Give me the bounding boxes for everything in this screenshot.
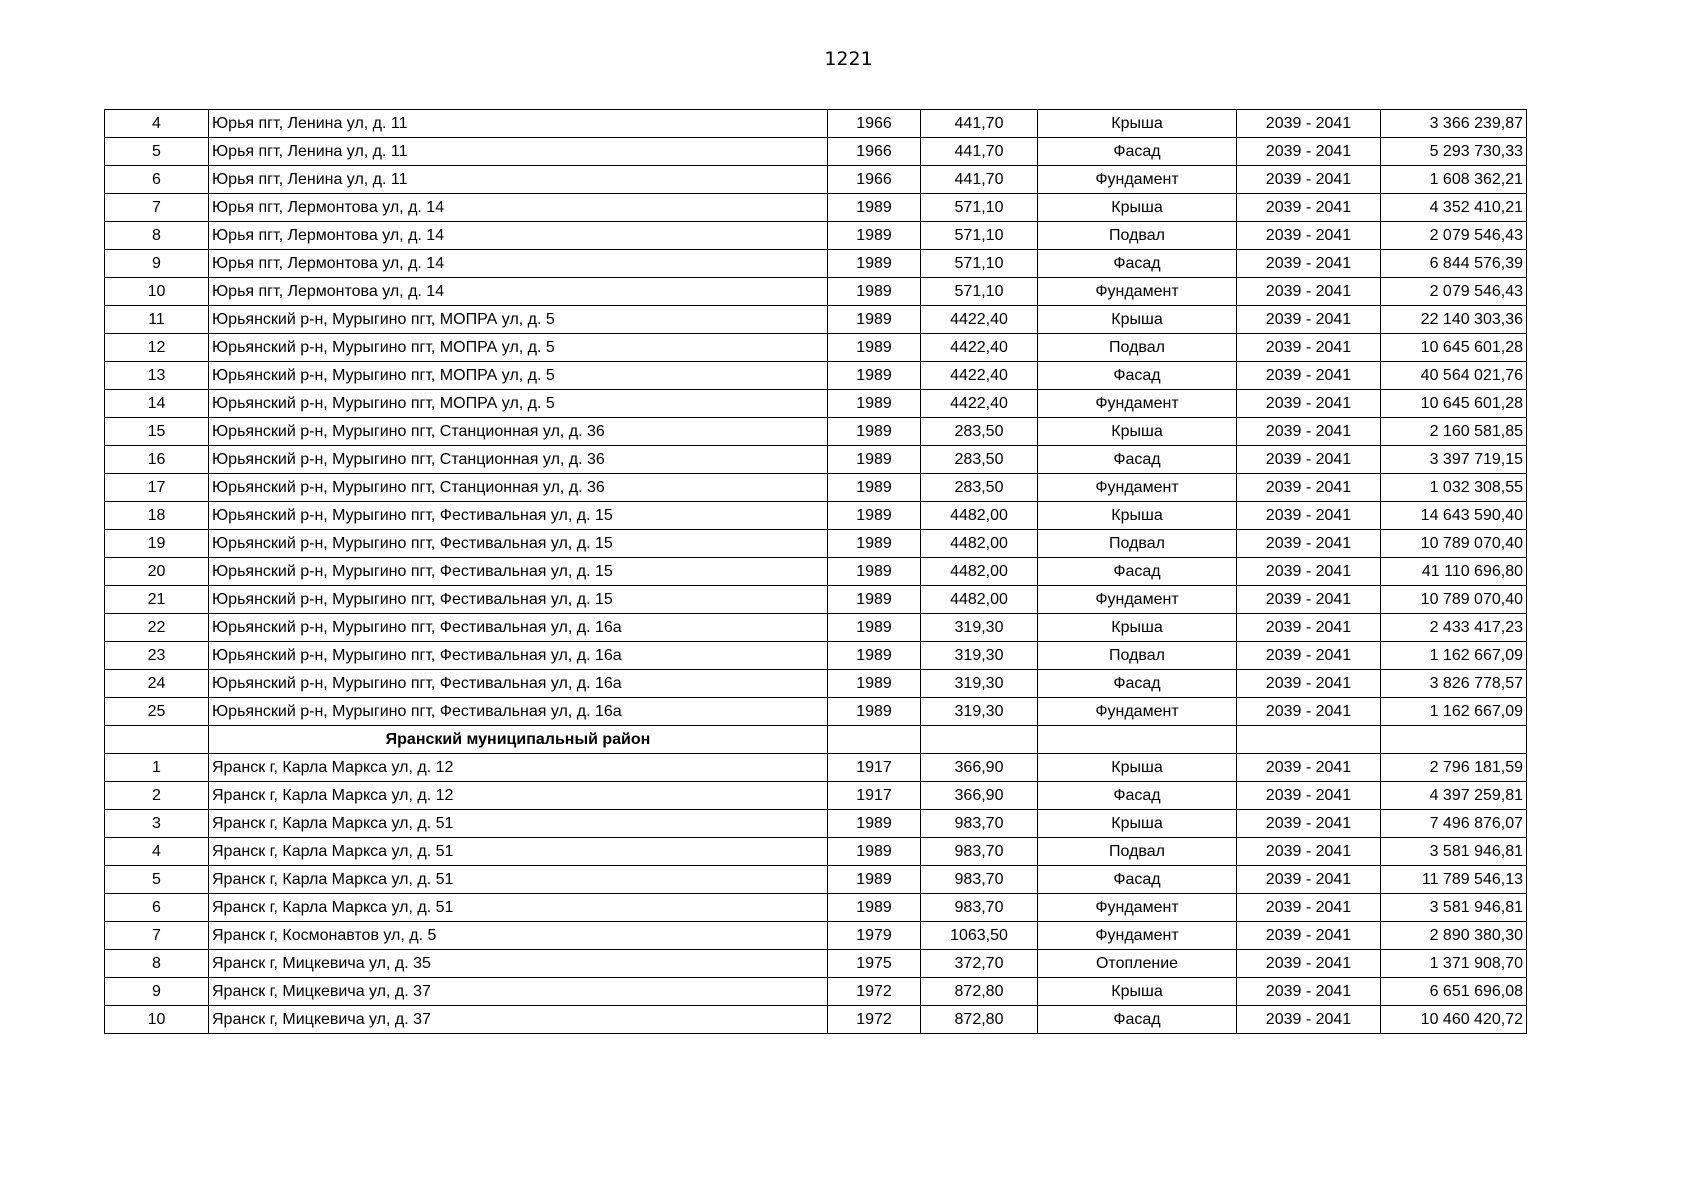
address-cell: Юрьянский р-н, Мурыгино пгт, МОПРА ул, д. 5 [209,390,828,418]
cost-cell: 2 079 546,43 [1381,222,1527,250]
period-cell [1237,726,1381,754]
row-number: 7 [105,922,209,950]
area-cell: 4422,40 [921,334,1038,362]
row-number: 4 [105,838,209,866]
area-cell: 571,10 [921,194,1038,222]
table-row [105,278,1527,306]
cost-cell: 2 890 380,30 [1381,922,1527,950]
year-cell: 1917 [828,782,921,810]
row-number: 9 [105,250,209,278]
cost-cell [1381,726,1527,754]
address-cell: Юрьянский р-н, Мурыгино пгт, Фестивальная ул, д. 15 [209,502,828,530]
cost-cell: 10 460 420,72 [1381,1006,1527,1034]
address-cell: Юрья пгт, Ленина ул, д. 11 [209,138,828,166]
address-cell: Юрьянский р-н, Мурыгино пгт, Фестивальная ул, д. 16а [209,614,828,642]
table-row [105,166,1527,194]
period-cell: 2039 - 2041 [1237,334,1381,362]
cost-cell: 41 110 696,80 [1381,558,1527,586]
row-number: 14 [105,390,209,418]
address-cell: Юрья пгт, Лермонтова ул, д. 14 [209,194,828,222]
address-cell: Яранск г, Карла Маркса ул, д. 51 [209,894,828,922]
year-cell: 1989 [828,250,921,278]
work-type-cell: Подвал [1038,334,1237,362]
year-cell: 1989 [828,418,921,446]
table-row [105,782,1527,810]
table-row [105,250,1527,278]
table-row [105,446,1527,474]
address-cell: Юрья пгт, Лермонтова ул, д. 14 [209,278,828,306]
address-cell: Юрьянский р-н, Мурыгино пгт, МОПРА ул, д. 5 [209,306,828,334]
year-cell: 1989 [828,502,921,530]
row-number: 5 [105,138,209,166]
work-type-cell: Фундамент [1038,586,1237,614]
address-cell: Юрья пгт, Ленина ул, д. 11 [209,166,828,194]
row-number: 20 [105,558,209,586]
year-cell: 1989 [828,194,921,222]
row-number: 19 [105,530,209,558]
year-cell: 1989 [828,866,921,894]
cost-cell: 1 162 667,09 [1381,642,1527,670]
address-cell: Юрьянский р-н, Мурыгино пгт, МОПРА ул, д. 5 [209,362,828,390]
period-cell: 2039 - 2041 [1237,670,1381,698]
cost-cell: 1 371 908,70 [1381,950,1527,978]
area-cell: 283,50 [921,418,1038,446]
work-type-cell: Крыша [1038,110,1237,138]
work-type-cell: Фасад [1038,250,1237,278]
cost-cell: 3 581 946,81 [1381,838,1527,866]
row-number: 13 [105,362,209,390]
row-number: 8 [105,950,209,978]
period-cell: 2039 - 2041 [1237,110,1381,138]
area-cell: 441,70 [921,110,1038,138]
row-number: 3 [105,810,209,838]
area-cell: 319,30 [921,670,1038,698]
table-row [105,894,1527,922]
area-cell [921,726,1038,754]
year-cell: 1966 [828,166,921,194]
row-number: 10 [105,1006,209,1034]
period-cell: 2039 - 2041 [1237,558,1381,586]
period-cell: 2039 - 2041 [1237,782,1381,810]
work-type-cell: Крыша [1038,754,1237,782]
cost-cell: 10 789 070,40 [1381,586,1527,614]
period-cell: 2039 - 2041 [1237,278,1381,306]
cost-cell: 10 789 070,40 [1381,530,1527,558]
period-cell: 2039 - 2041 [1237,502,1381,530]
area-cell: 283,50 [921,474,1038,502]
table-row [105,978,1527,1006]
year-cell: 1989 [828,642,921,670]
period-cell: 2039 - 2041 [1237,446,1381,474]
cost-cell: 1 032 308,55 [1381,474,1527,502]
row-number: 12 [105,334,209,362]
year-cell: 1966 [828,110,921,138]
area-cell: 571,10 [921,278,1038,306]
work-type-cell: Подвал [1038,222,1237,250]
work-type-cell: Подвал [1038,642,1237,670]
table-row [105,362,1527,390]
row-number: 16 [105,446,209,474]
cost-cell: 14 643 590,40 [1381,502,1527,530]
row-number: 2 [105,782,209,810]
address-cell: Яранск г, Карла Маркса ул, д. 51 [209,866,828,894]
year-cell: 1989 [828,614,921,642]
area-cell: 872,80 [921,978,1038,1006]
cost-cell: 2 796 181,59 [1381,754,1527,782]
year-cell: 1972 [828,978,921,1006]
table-row [105,642,1527,670]
area-cell: 4482,00 [921,502,1038,530]
period-cell: 2039 - 2041 [1237,530,1381,558]
work-type-cell: Фасад [1038,1006,1237,1034]
period-cell: 2039 - 2041 [1237,922,1381,950]
work-type-cell: Фасад [1038,362,1237,390]
table-row [105,810,1527,838]
table-row [105,838,1527,866]
cost-cell: 11 789 546,13 [1381,866,1527,894]
table-body [105,110,1527,1034]
work-type-cell: Фундамент [1038,922,1237,950]
year-cell: 1989 [828,334,921,362]
period-cell: 2039 - 2041 [1237,978,1381,1006]
row-number: 15 [105,418,209,446]
work-type-cell: Крыша [1038,418,1237,446]
area-cell: 319,30 [921,614,1038,642]
table-row [105,922,1527,950]
address-cell: Юрья пгт, Лермонтова ул, д. 14 [209,250,828,278]
address-cell: Юрьянский р-н, Мурыгино пгт, Станционная ул, д. 36 [209,474,828,502]
work-type-cell: Фасад [1038,866,1237,894]
year-cell: 1989 [828,838,921,866]
address-cell: Юрьянский р-н, Мурыгино пгт, Станционная ул, д. 36 [209,418,828,446]
cost-cell: 1 608 362,21 [1381,166,1527,194]
section-header-row [105,726,1527,754]
area-cell: 983,70 [921,838,1038,866]
cost-cell: 4 397 259,81 [1381,782,1527,810]
cost-cell: 10 645 601,28 [1381,390,1527,418]
row-number: 23 [105,642,209,670]
table-row [105,586,1527,614]
year-cell: 1989 [828,558,921,586]
area-cell: 4422,40 [921,306,1038,334]
address-cell: Юрьянский р-н, Мурыгино пгт, Фестивальная ул, д. 16а [209,642,828,670]
year-cell: 1966 [828,138,921,166]
work-type-cell: Фундамент [1038,698,1237,726]
period-cell: 2039 - 2041 [1237,390,1381,418]
year-cell: 1989 [828,446,921,474]
table-row [105,306,1527,334]
cost-cell: 6 651 696,08 [1381,978,1527,1006]
row-number: 6 [105,166,209,194]
address-cell: Юрьянский р-н, Мурыгино пгт, Фестивальная ул, д. 15 [209,558,828,586]
address-cell: Юрьянский р-н, Мурыгино пгт, Фестивальная ул, д. 16а [209,670,828,698]
period-cell: 2039 - 2041 [1237,754,1381,782]
cost-cell: 3 397 719,15 [1381,446,1527,474]
period-cell: 2039 - 2041 [1237,810,1381,838]
period-cell: 2039 - 2041 [1237,306,1381,334]
row-number: 11 [105,306,209,334]
area-cell: 4482,00 [921,586,1038,614]
cost-cell: 4 352 410,21 [1381,194,1527,222]
area-cell: 983,70 [921,810,1038,838]
table-row [105,222,1527,250]
work-type-cell: Фасад [1038,782,1237,810]
year-cell: 1989 [828,474,921,502]
area-cell: 319,30 [921,642,1038,670]
area-cell: 571,10 [921,222,1038,250]
table-row [105,110,1527,138]
table-row [105,530,1527,558]
period-cell: 2039 - 2041 [1237,362,1381,390]
row-number: 8 [105,222,209,250]
row-number [105,726,209,754]
year-cell: 1989 [828,390,921,418]
work-type-cell: Фасад [1038,138,1237,166]
work-type-cell: Крыша [1038,978,1237,1006]
area-cell: 4422,40 [921,362,1038,390]
section-title: Яранский муниципальный район [209,726,828,754]
year-cell: 1989 [828,670,921,698]
year-cell: 1989 [828,278,921,306]
table-row [105,950,1527,978]
area-cell: 571,10 [921,250,1038,278]
row-number: 1 [105,754,209,782]
work-type-cell: Подвал [1038,838,1237,866]
period-cell: 2039 - 2041 [1237,614,1381,642]
work-type-cell: Фундамент [1038,474,1237,502]
page-number: 1221 [824,48,873,70]
year-cell: 1917 [828,754,921,782]
table-row [105,754,1527,782]
address-cell: Яранск г, Космонавтов ул, д. 5 [209,922,828,950]
row-number: 22 [105,614,209,642]
year-cell: 1989 [828,306,921,334]
period-cell: 2039 - 2041 [1237,250,1381,278]
row-number: 25 [105,698,209,726]
row-number: 10 [105,278,209,306]
work-type-cell: Подвал [1038,530,1237,558]
row-number: 21 [105,586,209,614]
work-type-cell: Крыша [1038,614,1237,642]
address-cell: Яранск г, Мицкевича ул, д. 37 [209,978,828,1006]
year-cell: 1979 [828,922,921,950]
cost-cell: 2 433 417,23 [1381,614,1527,642]
year-cell: 1989 [828,698,921,726]
area-cell: 372,70 [921,950,1038,978]
area-cell: 4482,00 [921,558,1038,586]
period-cell: 2039 - 2041 [1237,642,1381,670]
cost-cell: 22 140 303,36 [1381,306,1527,334]
table-row [105,390,1527,418]
period-cell: 2039 - 2041 [1237,894,1381,922]
cost-cell: 5 293 730,33 [1381,138,1527,166]
work-type-cell: Фундамент [1038,390,1237,418]
work-type-cell: Крыша [1038,502,1237,530]
table-row [105,1006,1527,1034]
table-row [105,474,1527,502]
area-cell: 4482,00 [921,530,1038,558]
work-type-cell: Фундамент [1038,894,1237,922]
row-number: 9 [105,978,209,1006]
area-cell: 319,30 [921,698,1038,726]
row-number: 17 [105,474,209,502]
period-cell: 2039 - 2041 [1237,222,1381,250]
address-cell: Юрьянский р-н, Мурыгино пгт, Фестивальная ул, д. 15 [209,586,828,614]
table-row [105,334,1527,362]
year-cell: 1975 [828,950,921,978]
year-cell: 1972 [828,1006,921,1034]
table-row [105,558,1527,586]
address-cell: Яранск г, Мицкевича ул, д. 37 [209,1006,828,1034]
area-cell: 1063,50 [921,922,1038,950]
address-cell: Юрьянский р-н, Мурыгино пгт, Фестивальная ул, д. 15 [209,530,828,558]
area-cell: 366,90 [921,782,1038,810]
year-cell: 1989 [828,362,921,390]
area-cell: 872,80 [921,1006,1038,1034]
work-type-cell: Отопление [1038,950,1237,978]
address-cell: Юрья пгт, Ленина ул, д. 11 [209,110,828,138]
row-number: 5 [105,866,209,894]
year-cell: 1989 [828,894,921,922]
period-cell: 2039 - 2041 [1237,474,1381,502]
repair-schedule-table [104,109,1527,1034]
period-cell: 2039 - 2041 [1237,698,1381,726]
work-type-cell: Фасад [1038,446,1237,474]
period-cell: 2039 - 2041 [1237,166,1381,194]
work-type-cell: Фундамент [1038,166,1237,194]
address-cell: Яранск г, Мицкевича ул, д. 35 [209,950,828,978]
period-cell: 2039 - 2041 [1237,418,1381,446]
table-row [105,670,1527,698]
area-cell: 441,70 [921,166,1038,194]
address-cell: Яранск г, Карла Маркса ул, д. 12 [209,782,828,810]
table-row [105,502,1527,530]
cost-cell: 2 160 581,85 [1381,418,1527,446]
table-row [105,138,1527,166]
period-cell: 2039 - 2041 [1237,838,1381,866]
row-number: 18 [105,502,209,530]
period-cell: 2039 - 2041 [1237,138,1381,166]
area-cell: 366,90 [921,754,1038,782]
cost-cell: 7 496 876,07 [1381,810,1527,838]
cost-cell: 3 581 946,81 [1381,894,1527,922]
address-cell: Яранск г, Карла Маркса ул, д. 51 [209,810,828,838]
year-cell: 1989 [828,810,921,838]
period-cell: 2039 - 2041 [1237,866,1381,894]
work-type-cell: Фасад [1038,670,1237,698]
row-number: 24 [105,670,209,698]
table-row [105,698,1527,726]
cost-cell: 10 645 601,28 [1381,334,1527,362]
period-cell: 2039 - 2041 [1237,194,1381,222]
address-cell: Юрьянский р-н, Мурыгино пгт, Станционная ул, д. 36 [209,446,828,474]
cost-cell: 40 564 021,76 [1381,362,1527,390]
area-cell: 283,50 [921,446,1038,474]
cost-cell: 6 844 576,39 [1381,250,1527,278]
table-row [105,194,1527,222]
area-cell: 4422,40 [921,390,1038,418]
cost-cell: 3 826 778,57 [1381,670,1527,698]
row-number: 4 [105,110,209,138]
year-cell [828,726,921,754]
period-cell: 2039 - 2041 [1237,1006,1381,1034]
table-row [105,866,1527,894]
cost-cell: 1 162 667,09 [1381,698,1527,726]
table-row [105,418,1527,446]
year-cell: 1989 [828,530,921,558]
row-number: 6 [105,894,209,922]
work-type-cell: Крыша [1038,194,1237,222]
period-cell: 2039 - 2041 [1237,586,1381,614]
address-cell: Юрьянский р-н, Мурыгино пгт, МОПРА ул, д. 5 [209,334,828,362]
area-cell: 983,70 [921,894,1038,922]
address-cell: Юрья пгт, Лермонтова ул, д. 14 [209,222,828,250]
work-type-cell: Фасад [1038,558,1237,586]
address-cell: Юрьянский р-н, Мурыгино пгт, Фестивальная ул, д. 16а [209,698,828,726]
year-cell: 1989 [828,222,921,250]
cost-cell: 3 366 239,87 [1381,110,1527,138]
work-type-cell: Фундамент [1038,278,1237,306]
work-type-cell: Крыша [1038,306,1237,334]
address-cell: Яранск г, Карла Маркса ул, д. 12 [209,754,828,782]
period-cell: 2039 - 2041 [1237,950,1381,978]
cost-cell: 2 079 546,43 [1381,278,1527,306]
table-row [105,614,1527,642]
row-number: 7 [105,194,209,222]
work-type-cell [1038,726,1237,754]
address-cell: Яранск г, Карла Маркса ул, д. 51 [209,838,828,866]
work-type-cell: Крыша [1038,810,1237,838]
area-cell: 441,70 [921,138,1038,166]
year-cell: 1989 [828,586,921,614]
area-cell: 983,70 [921,866,1038,894]
